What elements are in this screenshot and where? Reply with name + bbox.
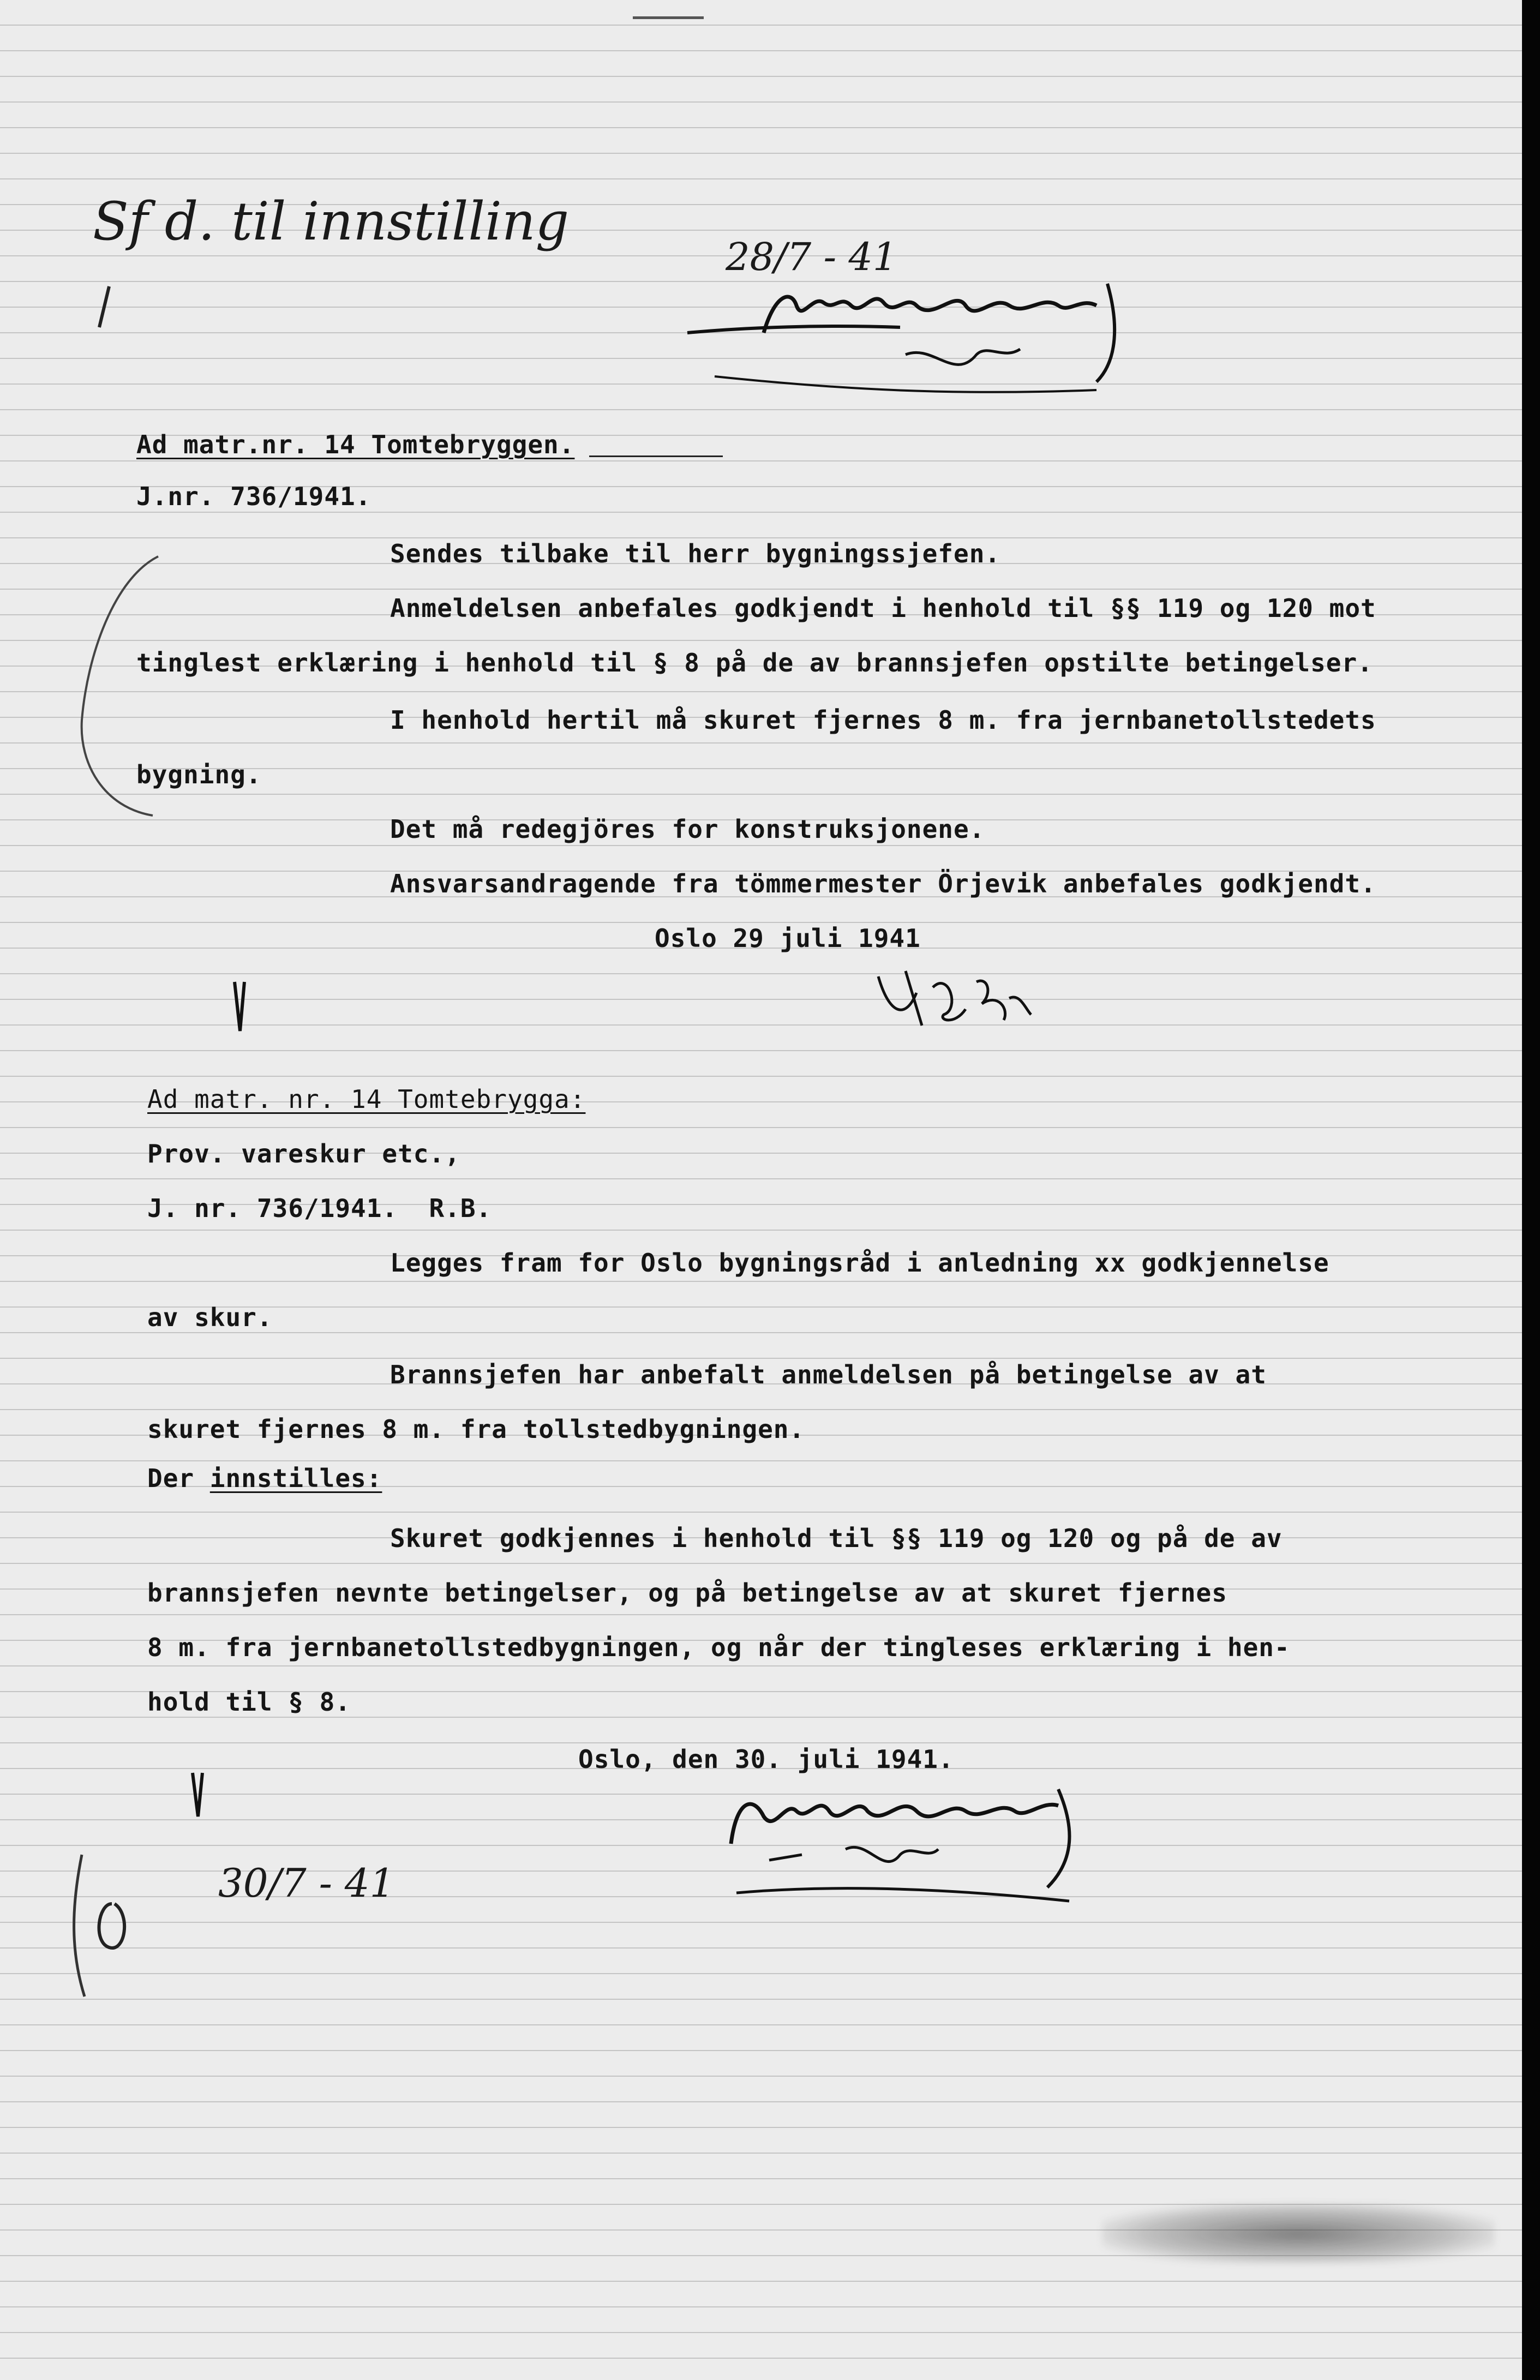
section2-heading: Ad matr. nr. 14 Tomtebrygga: — [147, 1084, 586, 1114]
handwritten-date-note: 28/7 - 41 — [726, 235, 897, 279]
check-mark — [229, 976, 251, 1036]
section2-line: skuret fjernes 8 m. fra tollstedbygningen. — [147, 1414, 805, 1444]
recommendation-line — [147, 1462, 382, 1495]
section1-line: Det må redegjöres for konstruksjonene. — [390, 814, 985, 844]
initials-signature — [873, 960, 1036, 1036]
section1-line: I henhold hertil må skuret fjernes 8 m. fra jernbanetollstedets — [390, 705, 1376, 735]
top-ink-speck — [633, 16, 704, 19]
handwritten-stroke — [93, 284, 125, 333]
recommendation-underlined: innstilles: — [209, 1464, 382, 1493]
signature-2 — [720, 1778, 1091, 1915]
section1-line: tinglest erklæring i henhold til § 8 på de av brannsjefen opstilte betingelser. — [136, 648, 1373, 678]
section1-journal: J.nr. 736/1941. — [136, 482, 371, 511]
section2-line: Legges fram for Oslo bygningsråd i anledning xx godkjennelse — [390, 1248, 1329, 1278]
section2-journal: J. nr. 736/1941. R.B. — [147, 1194, 492, 1223]
scan-edge — [1522, 0, 1540, 2380]
decision-line: Skuret godkjennes i henhold til §§ 119 og 120 og på de av — [390, 1524, 1283, 1553]
section2-place-date: Oslo, den 30. juli 1941. — [578, 1744, 954, 1774]
archive-stamp-smudge — [1102, 2204, 1495, 2264]
section1-line: Sendes tilbake til herr bygningssjefen. — [390, 539, 1001, 568]
check-mark — [188, 1767, 210, 1822]
section2-line: av skur. — [147, 1303, 273, 1332]
section2-line: Brannsjefen har anbefalt anmeldelsen på betingelse av at — [390, 1360, 1267, 1389]
section2-subject: Prov. vareskur etc., — [147, 1139, 460, 1168]
margin-bracket — [71, 545, 180, 829]
section1-line: Anmeldelsen anbefales godkjendt i henhold til §§ 119 og 120 mot — [390, 593, 1376, 623]
section1-place-date: Oslo 29 juli 1941 — [655, 924, 921, 953]
handwritten-note-top: Sf d. til innstilling — [93, 191, 570, 252]
decision-line: 8 m. fra jernbanetollstedbygningen, og når der tingleses erklæring i hen- — [147, 1633, 1290, 1662]
bottom-bracket-mark — [60, 1844, 147, 2007]
recommendation-label: Der — [147, 1464, 210, 1493]
decision-line: hold til § 8. — [147, 1687, 351, 1717]
handwritten-date-bottom: 30/7 - 41 — [218, 1860, 395, 1906]
section1-heading: Ad matr.nr. 14 Tomtebryggen. — [136, 430, 575, 459]
decision-line: brannsjefen nevnte betingelser, og på betingelse av at skuret fjernes — [147, 1578, 1227, 1608]
section1-line: Ansvarsandragende fra tömmermester Örjevik anbefales godkjendt. — [390, 869, 1376, 898]
section1-line: bygning. — [136, 760, 262, 789]
signature-1 — [682, 273, 1162, 415]
heading-underline-extension — [589, 455, 723, 457]
